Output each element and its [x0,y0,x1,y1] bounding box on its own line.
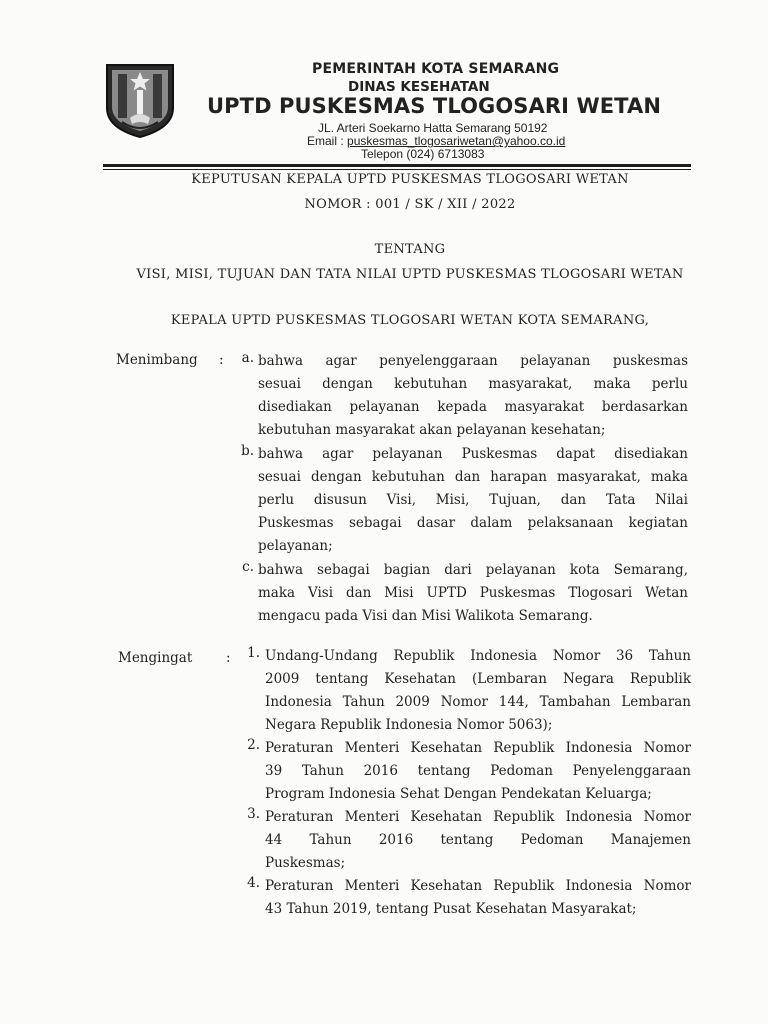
clause-text-line: bahwa agar pelayanan Puskesmas dapat disediakan [258,446,688,462]
clause-text-line: pelayanan; [258,538,333,554]
clause-text-line: Program Indonesia Sehat Dengan Pendekatan Keluarga; [265,786,652,802]
email-link[interactable]: puskesmas_tlogosariwetan@yahoo.co.id [347,134,566,148]
clause-text-line: 43 Tahun 2019, tentang Pusat Kesehatan Masyarakat; [265,901,637,917]
clause-text-line: 44 Tahun 2016 tentang Pedoman Manajemen [265,832,691,848]
clause-text-line: disediakan pelayanan kepada masyarakat berdasarkan [258,399,688,415]
clause-text-line: kebutuhan masyarakat akan pelayanan kesehatan; [258,422,606,438]
clause-marker: 2. [247,737,260,753]
letterhead-email-row [307,134,565,148]
clause-text-line: bahwa agar penyelenggaraan pelayanan puskesmas [258,353,688,369]
clause-text-line: Puskesmas; [265,855,346,871]
decree-number: NOMOR : 001 / SK / XII / 2022 [304,197,516,212]
clause-marker: 3. [247,806,260,822]
clause-text-line: 39 Tahun 2016 tentang Pedoman Penyelenggaraan [265,763,691,779]
clause-text-line: Undang-Undang Republik Indonesia Nomor 36 Tahun [265,648,691,664]
clause-text-line: 2009 tentang Kesehatan (Lembaran Negara Republik [265,671,691,687]
menimbang-label: Menimbang [116,352,198,368]
mengingat-colon: : [226,650,231,666]
clause-marker: b. [241,443,254,459]
clause-marker: a. [241,350,254,366]
clause-marker: 1. [247,645,260,661]
clause-text-line: perlu disusun Visi, Misi, Tujuan, dan Tata Nilai [258,492,688,508]
clause-text-line: Peraturan Menteri Kesehatan Republik Indonesia Nomor [265,740,691,756]
letterhead-institution: UPTD PUSKESMAS TLOGOSARI WETAN [207,94,662,118]
letterhead-divider-thick [103,164,691,167]
decree-title: KEPUTUSAN KEPALA UPTD PUSKESMAS TLOGOSARI WETAN [191,172,629,187]
about-heading: TENTANG [374,242,446,257]
semarang-city-emblem-icon [104,62,176,140]
clause-text-line: Negara Republik Indonesia Nomor 5063); [265,717,553,733]
letterhead-address: JL. Arteri Soekarno Hatta Semarang 50192 [318,121,548,135]
clause-text-line: Indonesia Tahun 2009 Nomor 144, Tambahan Lembaran [265,694,691,710]
clause-text-line: Peraturan Menteri Kesehatan Republik Indonesia Nomor [265,809,691,825]
letterhead-department: DINAS KESEHATAN [348,79,490,95]
letterhead-divider-thin [103,169,691,170]
clause-text-line: sesuai dengan kebutuhan dan harapan masyarakat, maka [258,469,688,485]
clause-text-line: bahwa sebagai bagian dari pelayanan kota Semarang, [258,562,688,578]
clause-text-line: mengacu pada Visi dan Misi Walikota Semarang. [258,608,593,624]
clause-text-line: Puskesmas sebagai dasar dalam pelaksanaan kegiatan [258,515,688,531]
letterhead-phone: Telepon (024) 6713083 [361,147,485,161]
decree-subject: VISI, MISI, TUJUAN DAN TATA NILAI UPTD PUSKESMAS TLOGOSARI WETAN [136,267,684,282]
mengingat-label: Mengingat [118,650,193,666]
clause-text-line: sesuai dengan kebutuhan masyarakat, maka perlu [258,376,688,392]
decree-issuer: KEPALA UPTD PUSKESMAS TLOGOSARI WETAN KOTA SEMARANG, [170,313,650,328]
email-label: Email : [307,134,344,148]
clause-marker: 4. [247,875,260,891]
clause-text-line: maka Visi dan Misi UPTD Puskesmas Tlogosari Wetan [258,585,688,601]
clause-marker: c. [242,559,254,575]
menimbang-colon: : [219,352,224,368]
letterhead-government: PEMERINTAH KOTA SEMARANG [312,61,560,77]
clause-text-line: Peraturan Menteri Kesehatan Republik Indonesia Nomor [265,878,691,894]
